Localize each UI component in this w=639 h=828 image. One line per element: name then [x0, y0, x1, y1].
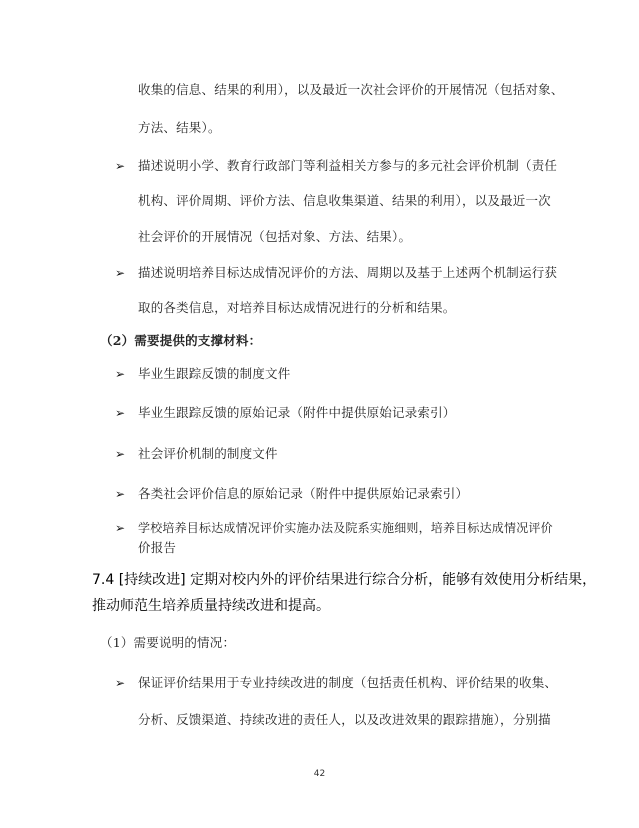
bullet-line: 社会评价的开展情况（包括对象、方法、结果）。	[138, 229, 412, 244]
section-heading: 推动师范生培养质量持续改进和提高。	[92, 598, 330, 614]
materials-item: 学校培养目标达成情况评价实施办法及院系实施细则，培养目标达成情况评价	[138, 521, 553, 535]
materials-item: 价报告	[138, 540, 177, 555]
paragraph-line: 方法、结果）。	[138, 120, 221, 135]
section-heading: 7.4 [持续改进] 定期对校内外的评价结果进行综合分析，能够有效使用分析结果，	[92, 572, 597, 588]
page-number: 42	[313, 769, 326, 779]
bullet-line: 保证评价结果用于专业持续改进的制度（包括责任机构、评价结果的收集、	[138, 675, 558, 690]
bullet-arrow-icon: ➢	[115, 447, 126, 461]
materials-item: 各类社会评价信息的原始记录（附件中提供原始记录索引）	[138, 486, 469, 501]
bullet-arrow-icon: ➢	[115, 521, 126, 535]
materials-item: 毕业生跟踪反馈的制度文件	[138, 366, 291, 381]
materials-heading: （2）需要提供的支撑材料：	[100, 333, 262, 348]
materials-item: 毕业生跟踪反馈的原始记录（附件中提供原始记录索引）	[138, 405, 456, 420]
bullet-arrow-icon: ➢	[115, 487, 126, 501]
paragraph-line: 收集的信息、结果的利用），以及最近一次社会评价的开展情况（包括对象、	[138, 82, 564, 97]
bullet-line: 取的各类信息，对培养目标达成情况进行的分析和结果。	[138, 300, 456, 315]
bullet-line: 描述说明培养目标达成情况评价的方法、周期以及基于上述两个机制运行获	[138, 265, 558, 280]
bullet-arrow-icon: ➢	[115, 159, 126, 173]
materials-item: 社会评价机制的制度文件	[138, 446, 278, 461]
bullet-arrow-icon: ➢	[115, 406, 126, 420]
bullet-arrow-icon: ➢	[115, 266, 126, 280]
explain-heading: （1）需要说明的情况：	[100, 635, 236, 650]
bullet-line: 描述说明小学、教育行政部门等利益相关方参与的多元社会评价机制（责任	[138, 158, 558, 173]
bullet-arrow-icon: ➢	[115, 676, 126, 690]
bullet-arrow-icon: ➢	[115, 367, 126, 381]
bullet-line: 机构、评价周期、评价方法、信息收集渠道、结果的利用），以及最近一次	[138, 193, 551, 208]
bullet-line: 分析、反馈渠道、持续改进的责任人，以及改进效果的跟踪措施），分别描	[138, 712, 551, 727]
